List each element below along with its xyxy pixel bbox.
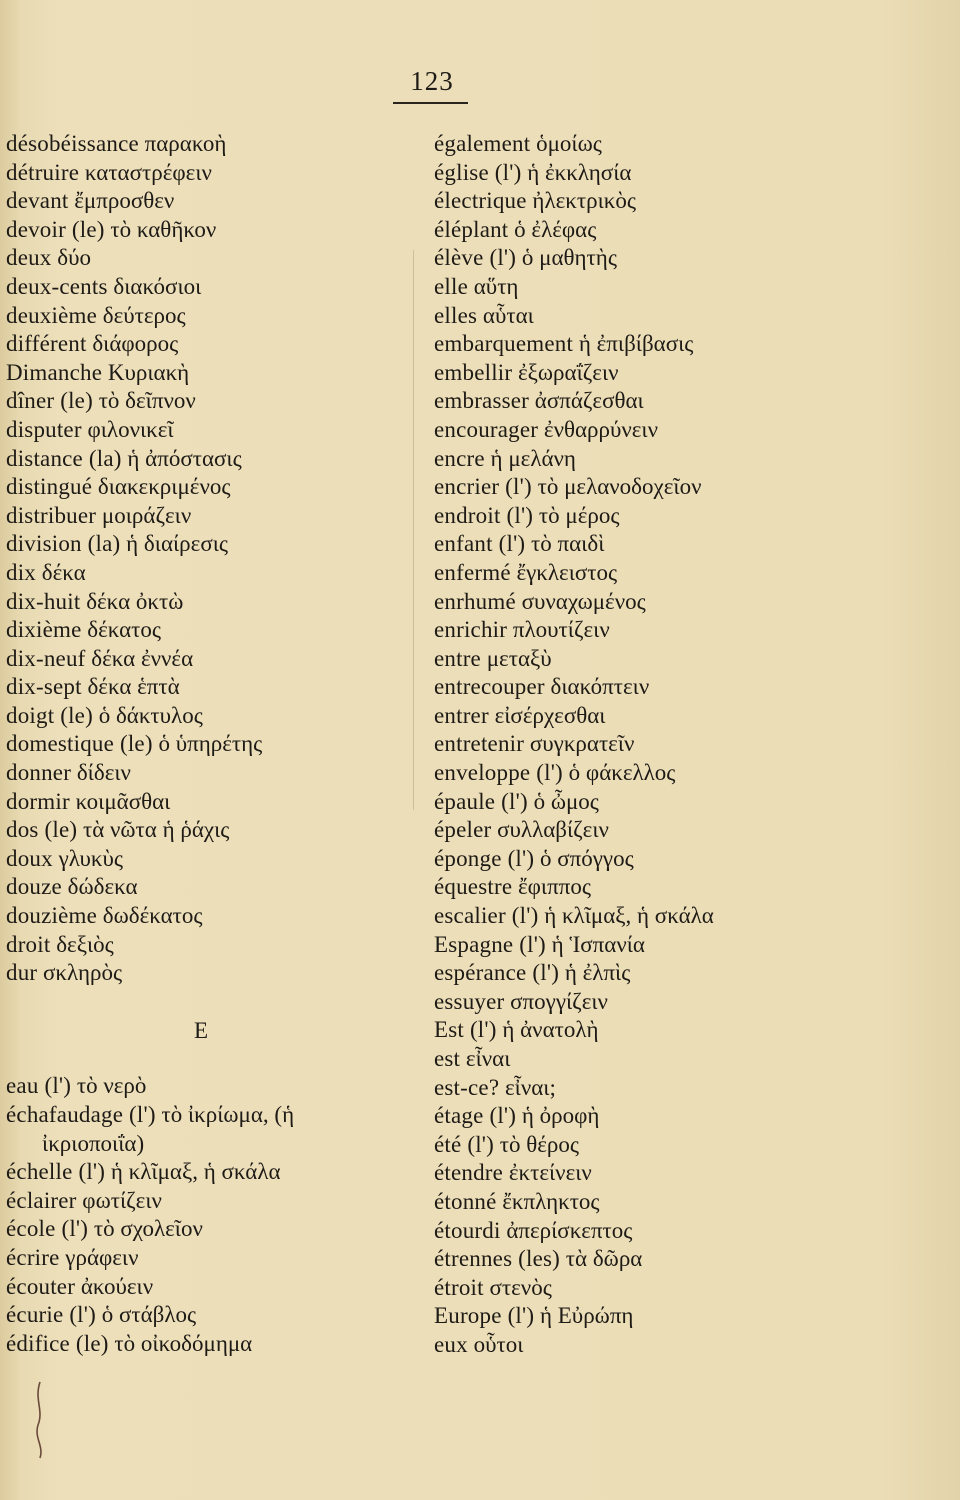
dictionary-entry [434, 1245, 954, 1274]
greek-translation: δίδειν [76, 760, 131, 786]
dictionary-entry [6, 1330, 406, 1359]
greek-translation: διακεκριμένος [97, 474, 231, 500]
french-word: entretenir [434, 731, 525, 757]
margin-pencil-mark [30, 1380, 50, 1460]
dictionary-entry [434, 559, 954, 588]
dictionary-entry [6, 244, 406, 273]
greek-translation: ἡ Ἱσπανία [551, 931, 645, 957]
french-word: étage (l') [434, 1103, 517, 1129]
french-word: devant [6, 188, 69, 214]
dictionary-entry [6, 845, 406, 874]
dictionary-entry [6, 1301, 406, 1330]
dictionary-entry [6, 759, 406, 788]
dictionary-entry [434, 902, 954, 931]
greek-translation: παρακοὴ [144, 131, 227, 156]
french-word: deuxième [6, 302, 98, 328]
greek-translation: ἀπερίσκεπτος [506, 1217, 633, 1243]
french-word: étrennes (les) [434, 1246, 561, 1272]
french-word: embarquement [434, 331, 574, 357]
greek-translation: γλυκὺς [58, 845, 123, 871]
french-word: douze [6, 874, 62, 900]
greek-translation: διάφορος [92, 331, 179, 357]
greek-translation: ἔκπληκτος [502, 1188, 600, 1214]
dictionary-entry [434, 759, 954, 788]
section-letter: E [193, 1017, 209, 1043]
french-word: distance (la) [6, 445, 122, 471]
right-column [434, 130, 954, 1360]
french-word: douzième [6, 903, 98, 929]
french-word: enveloppe (l') [434, 760, 563, 786]
greek-translation: διακόσιοι [113, 273, 202, 299]
french-word: encrier (l') [434, 474, 532, 500]
dictionary-entry [6, 931, 406, 960]
greek-translation: ἀσπάζεσθαι [534, 388, 644, 414]
dictionary-entry [434, 473, 954, 502]
greek-translation: ἡ ὀροφὴ [521, 1103, 600, 1129]
french-word: domestique (le) [6, 731, 153, 757]
dictionary-entry [434, 302, 954, 331]
french-word: échelle (l') [6, 1159, 106, 1185]
greek-translation: φωτίζειν [82, 1187, 162, 1213]
greek-translation: δεύτερος [102, 302, 186, 328]
french-word: enfermé [434, 559, 511, 585]
dictionary-entry [434, 1274, 954, 1303]
french-word: échafaudage (l') [6, 1102, 156, 1127]
greek-translation: τὰ νῶτα ἡ ῥάχις [82, 817, 230, 843]
dictionary-entry [6, 530, 406, 559]
dictionary-entry [6, 1158, 406, 1187]
greek-translation: Κυριακὴ [107, 359, 190, 385]
french-word: étonné [434, 1188, 497, 1214]
french-word: également [434, 131, 531, 156]
dictionary-entry [434, 1074, 954, 1103]
greek-translation: ὁ σπόγγος [539, 845, 634, 871]
greek-translation: δέκα ὀκτὼ [86, 588, 184, 614]
french-word: étendre [434, 1160, 504, 1186]
french-word: devoir (le) [6, 216, 105, 242]
french-word: embrasser [434, 388, 530, 414]
greek-translation: μεταξὺ [486, 645, 552, 671]
dictionary-entry [434, 1217, 954, 1246]
greek-translation: δωδέκατος [102, 903, 203, 929]
dictionary-entry [434, 1159, 954, 1188]
greek-translation: κοιμᾶσθαι [75, 788, 171, 814]
dictionary-entry [434, 530, 954, 559]
french-word: éléplant [434, 216, 509, 242]
greek-translation: ὁ ἐλέφας [514, 216, 597, 242]
greek-translation: συλλαβίζειν [497, 817, 609, 843]
greek-translation: τὸ παιδὶ [531, 531, 605, 557]
dictionary-entry [434, 216, 954, 245]
french-word: entre [434, 645, 481, 671]
french-word: Europe (l') [434, 1303, 535, 1329]
greek-translation: τὸ καθῆκον [110, 216, 217, 242]
french-word: enfant (l') [434, 531, 526, 557]
greek-translation: τὸ μέρος [538, 502, 620, 528]
french-word: écouter [6, 1273, 76, 1299]
greek-translation: τὸ μελανοδοχεῖον [537, 474, 702, 500]
dictionary-entry [6, 559, 406, 588]
dictionary-entry [434, 502, 954, 531]
greek-translation: διακόπτειν [550, 674, 650, 700]
dictionary-entry [6, 130, 406, 159]
dictionary-entry [434, 387, 954, 416]
dictionary-entry [6, 473, 406, 502]
french-word: espérance (l') [434, 960, 560, 986]
french-word: enrichir [434, 617, 508, 643]
dictionary-entry [434, 730, 954, 759]
french-word: étourdi [434, 1217, 501, 1243]
dictionary-entry [6, 1101, 406, 1130]
dictionary-entry [434, 1045, 954, 1074]
dictionary-entry [434, 673, 954, 702]
greek-translation: ἐνθαρρύνειν [543, 416, 659, 442]
dictionary-entry [434, 445, 954, 474]
greek-translation: τὸ ἰκρίωμα, (ἡ [161, 1102, 295, 1127]
dictionary-entry [434, 816, 954, 845]
greek-translation: τὸ δεῖπνον [98, 388, 196, 414]
french-word: Dimanche [6, 359, 103, 385]
dictionary-entry [434, 616, 954, 645]
french-word: escalier (l') [434, 903, 539, 929]
greek-translation: τὸ θέρος [499, 1131, 580, 1157]
greek-translation: τὸ σχολεῖον [93, 1216, 203, 1242]
dictionary-entry [6, 187, 406, 216]
greek-translation: ἡ ἀνατολὴ [502, 1017, 599, 1043]
french-word: distingué [6, 474, 93, 500]
dictionary-entry [434, 130, 954, 159]
french-word: est [434, 1046, 461, 1071]
french-word: Est (l') [434, 1017, 497, 1043]
dictionary-entry [6, 302, 406, 331]
greek-translation: εἰσέρχεσθαι [494, 702, 606, 728]
french-word: distribuer [6, 502, 97, 528]
greek-translation: ἔμπροσθεν [74, 188, 175, 214]
greek-translation: σπογγίζειν [510, 988, 608, 1014]
greek-translation: τὸ οἰκοδόμημα [114, 1330, 253, 1356]
greek-translation: ἡ διαίρεσις [126, 531, 229, 557]
dictionary-entry [6, 645, 406, 674]
greek-translation: ἡ ἐκκλησία [527, 159, 632, 185]
dictionary-entry [434, 959, 954, 988]
greek-translation: ὁ μαθητὴς [521, 245, 617, 271]
greek-translation: φιλονικεῖ [87, 416, 174, 442]
french-word: dix-neuf [6, 645, 86, 671]
dictionary-entry [6, 588, 406, 617]
french-word: endroit (l') [434, 502, 534, 528]
greek-translation: δώδεκα [67, 874, 138, 900]
dictionary-entry [6, 816, 406, 845]
dictionary-entry [6, 1187, 406, 1216]
dictionary-entry [6, 1244, 406, 1273]
french-word: elle [434, 273, 468, 299]
french-word: encre [434, 445, 485, 471]
french-word: détruire [6, 159, 80, 185]
dictionary-entry [434, 645, 954, 674]
greek-translation: αὗται [482, 302, 534, 328]
dictionary-entry [434, 988, 954, 1017]
dictionary-entry [6, 273, 406, 302]
french-word: deux [6, 245, 52, 271]
greek-translation: εἶναι; [504, 1074, 556, 1100]
greek-translation: δέκα [41, 559, 86, 585]
greek-translation: τὰ δῶρα [565, 1246, 643, 1272]
french-word: dix-sept [6, 674, 82, 700]
dictionary-entry [434, 1131, 954, 1160]
dictionary-entry [6, 159, 406, 188]
column-divider [413, 250, 414, 810]
greek-translation: ἡ ἐπιβίβασις [578, 331, 694, 357]
dictionary-entry [6, 1130, 406, 1159]
greek-translation: ἡ ἐλπὶς [564, 960, 631, 986]
dictionary-entry [6, 387, 406, 416]
greek-translation: ἐκτείνειν [508, 1160, 592, 1186]
greek-translation: στενὸς [489, 1274, 552, 1300]
french-word: Espagne (l') [434, 931, 546, 957]
greek-translation: σκληρὸς [43, 960, 123, 986]
greek-translation: ἔγκλειστος [516, 559, 618, 585]
french-word: écrire [6, 1244, 60, 1270]
french-word: éponge (l') [434, 845, 535, 871]
french-word: épeler [434, 817, 492, 843]
french-word: étroit [434, 1274, 484, 1300]
greek-translation: ὁ δάκτυλος [98, 702, 203, 728]
french-word: édifice (le) [6, 1330, 109, 1356]
greek-translation: δύο [57, 245, 91, 271]
french-word: deux-cents [6, 273, 108, 299]
dictionary-entry [434, 273, 954, 302]
dictionary-entry [434, 873, 954, 902]
french-word: dix [6, 559, 36, 585]
french-word: embellir [434, 359, 513, 385]
dictionary-entry [6, 673, 406, 702]
french-word: élève (l') [434, 245, 517, 271]
french-word: droit [6, 931, 51, 957]
french-word: essuyer [434, 988, 505, 1014]
greek-translation: δέκατος [87, 617, 162, 643]
dictionary-entry [6, 959, 406, 988]
french-word: été (l') [434, 1131, 495, 1157]
french-word: éclairer [6, 1187, 77, 1213]
french-word: dix-huit [6, 588, 81, 614]
french-word: enrhumé [434, 588, 516, 614]
french-word: épaule (l') [434, 788, 528, 814]
greek-translation: ἡ μελάνη [490, 445, 576, 471]
greek-translation: τὸ νερὸ [76, 1073, 147, 1099]
french-word: électrique [434, 188, 527, 214]
french-word: division (la) [6, 531, 121, 557]
dictionary-entry [434, 1016, 954, 1045]
dictionary-entry [434, 416, 954, 445]
dictionary-entry [434, 359, 954, 388]
dictionary-entry [6, 359, 406, 388]
dictionary-entry [434, 330, 954, 359]
dictionary-entry [434, 1331, 954, 1360]
greek-translation: συναχωμένος [521, 588, 646, 614]
french-word: dur [6, 960, 38, 986]
french-word: eux [434, 1331, 468, 1357]
french-word: écurie (l') [6, 1302, 96, 1328]
greek-translation: ἡ Εὐρώπη [539, 1303, 634, 1329]
greek-translation: ὁ στάβλος [101, 1302, 197, 1328]
greek-translation: δεξιὸς [56, 931, 114, 957]
french-word: est-ce? [434, 1074, 500, 1100]
dictionary-entry [6, 873, 406, 902]
dictionary-entry [6, 216, 406, 245]
french-word: doux [6, 845, 53, 871]
dictionary-entry [6, 702, 406, 731]
french-word: eau (l') [6, 1073, 72, 1099]
french-word: église (l') [434, 159, 522, 185]
dictionary-entry [6, 616, 406, 645]
greek-translation: ὁμοίως [536, 131, 602, 156]
dictionary-entry [6, 788, 406, 817]
french-word: entrecouper [434, 674, 545, 700]
dictionary-entry [6, 1273, 406, 1302]
greek-translation: εἶναι [465, 1046, 511, 1071]
french-word: différent [6, 331, 87, 357]
dictionary-entry [434, 244, 954, 273]
greek-translation: ἔφιππος [517, 874, 591, 900]
dictionary-entry [6, 1215, 406, 1244]
french-word: donner [6, 760, 72, 786]
french-word: doigt (le) [6, 702, 93, 728]
greek-translation: ἡ κλῖμαξ, ἡ σκάλα [544, 903, 714, 929]
french-word: école (l') [6, 1216, 89, 1242]
greek-translation: μοιράζειν [101, 502, 192, 528]
dictionary-entry [434, 187, 954, 216]
dictionary-entry [6, 445, 406, 474]
header-rule [393, 102, 468, 104]
greek-translation: ἠλεκτρικὸς [532, 188, 636, 214]
dictionary-entry [6, 730, 406, 759]
greek-translation: ὁ ὦμος [533, 788, 599, 814]
greek-translation: ἰκριοποιΐα) [42, 1130, 145, 1156]
dictionary-entry [434, 1188, 954, 1217]
greek-translation: οὗτοι [473, 1331, 524, 1357]
french-word: elles [434, 302, 478, 328]
dictionary-entry [434, 588, 954, 617]
dictionary-entry [6, 416, 406, 445]
greek-translation: ἡ ἀπόστασις [127, 445, 242, 471]
french-word: dixième [6, 617, 82, 643]
page-number: 123 [410, 66, 454, 96]
dictionary-entry [6, 330, 406, 359]
greek-translation: ἡ κλῖμαξ, ἡ σκάλα [110, 1159, 281, 1185]
dictionary-entry [6, 1072, 406, 1101]
greek-translation: ἀκούειν [80, 1273, 154, 1299]
french-word: dormir [6, 788, 70, 814]
dictionary-entry [434, 931, 954, 960]
greek-translation: ὁ ὑπηρέτης [158, 731, 263, 757]
left-column [6, 130, 406, 1358]
greek-translation: ἐξωραΐζειν [518, 359, 619, 385]
greek-translation: δέκα ἐννέα [91, 645, 194, 671]
french-word: désobéissance [6, 131, 139, 156]
dictionary-entry [434, 1102, 954, 1131]
greek-translation: δέκα ἑπτὰ [87, 674, 180, 700]
dictionary-entry [434, 845, 954, 874]
french-word: dos (le) [6, 817, 78, 843]
dictionary-entry [434, 1302, 954, 1331]
dictionary-entry [434, 159, 954, 188]
greek-translation: αὕτη [473, 273, 519, 299]
french-word: disputer [6, 416, 82, 442]
dictionary-entry [6, 902, 406, 931]
greek-translation: καταστρέφειν [84, 159, 212, 185]
french-word: encourager [434, 416, 539, 442]
greek-translation: ὁ φάκελλος [568, 760, 676, 786]
french-word: entrer [434, 702, 489, 728]
greek-translation: πλουτίζειν [512, 617, 610, 643]
french-word: dîner (le) [6, 388, 93, 414]
dictionary-entry [6, 502, 406, 531]
french-word: équestre [434, 874, 513, 900]
greek-translation: συγκρατεῖν [529, 731, 635, 757]
dictionary-entry [434, 702, 954, 731]
dictionary-entry [434, 788, 954, 817]
greek-translation: γράφειν [65, 1244, 139, 1270]
